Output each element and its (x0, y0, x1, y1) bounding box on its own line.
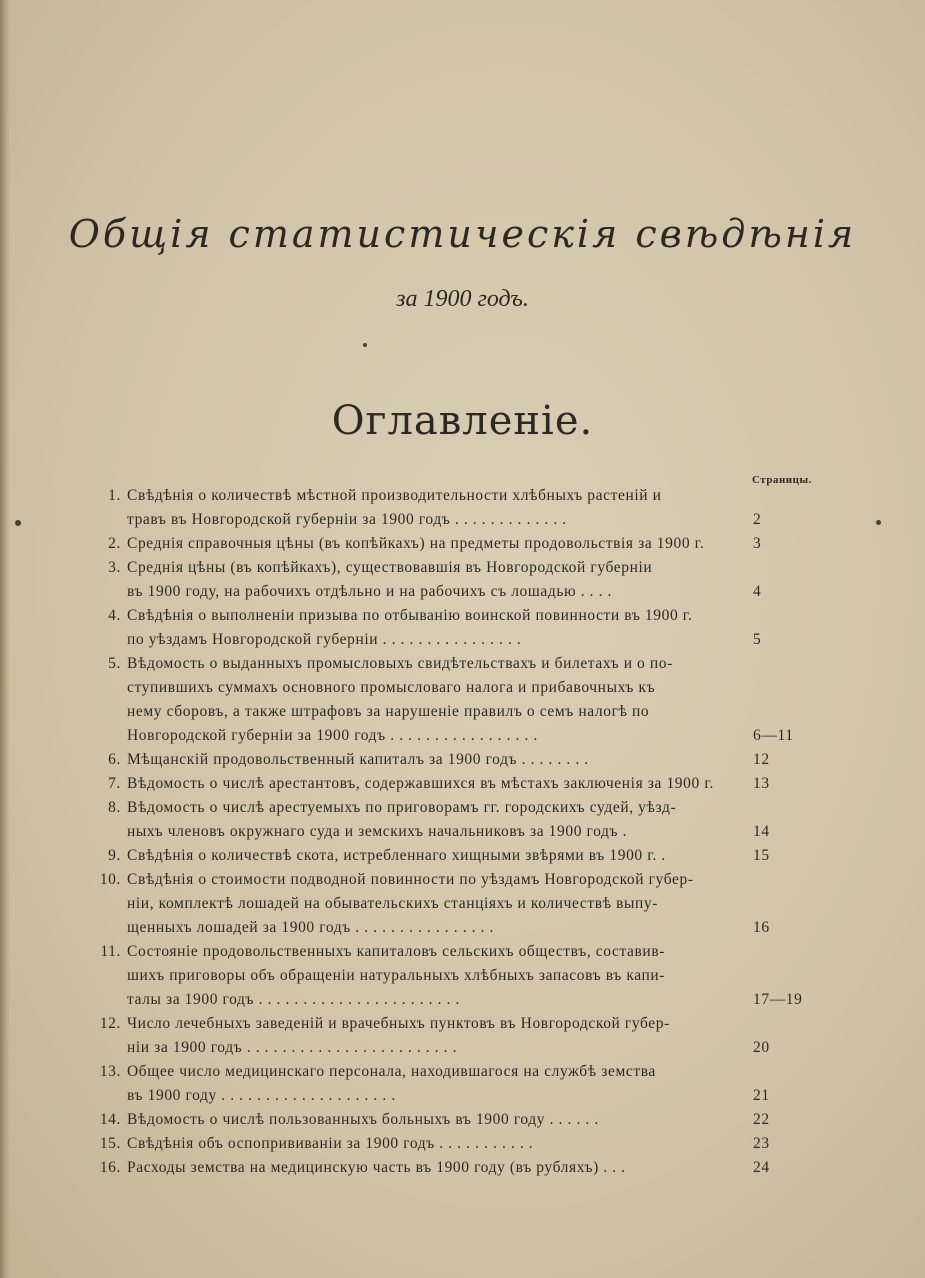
toc-entry (85, 1060, 845, 1108)
toc-entry-text (127, 484, 745, 532)
toc-entry-number: 13. (99, 1063, 121, 1080)
toc-entry (85, 604, 845, 652)
toc-entry-text (127, 940, 745, 1012)
toc-entry-number: 1. (108, 487, 121, 504)
toc-entry (85, 532, 845, 556)
toc-entry-page: 17—19 (753, 991, 803, 1008)
toc-entry-text (127, 604, 745, 652)
toc-entry-line: Состояніе продовольственныхъ капиталовъ сельскихъ обществъ, составив- (127, 943, 665, 960)
toc-entry (85, 796, 845, 844)
toc-entry (85, 772, 845, 796)
toc-entry-page: 16 (753, 919, 770, 936)
toc-entry-text (127, 1156, 745, 1180)
pages-column-label: Страницы. (752, 474, 812, 486)
document-title: Общія статистическія свѣдѣнія (68, 212, 857, 256)
toc-entry-text (127, 652, 745, 748)
toc-entry-line: Вѣдомость о числѣ пользованныхъ больныхъ въ 1900 году . . . . . . (127, 1111, 599, 1128)
toc-entry (85, 1132, 845, 1156)
toc-entry-line: въ 1900 году, на рабочихъ отдѣльно и на рабочихъ съ лошадью . . . . (127, 583, 613, 600)
toc-entry-line: ступившихъ суммахъ основного промысловаго налога и прибавочныхъ къ (127, 679, 656, 696)
toc-entry-text (127, 772, 745, 796)
toc-entry-number: 15. (99, 1135, 121, 1152)
toc-entry-line: Свѣдѣнія объ оспопрививаніи за 1900 годъ . . . . . . . . . . . (127, 1135, 534, 1152)
toc-entry-page: 4 (753, 583, 762, 600)
toc-entry-text (127, 532, 745, 556)
table-of-contents (85, 484, 845, 1180)
toc-entry-number: 8. (108, 799, 121, 816)
toc-entry-text (127, 1012, 745, 1060)
toc-entry (85, 940, 845, 1012)
toc-entry-line: Мѣщанскій продовольственный капиталъ за 1900 годъ . . . . . . . . (127, 751, 589, 768)
toc-entry-line: Число лечебныхъ заведеній и врачебныхъ пунктовъ въ Новгородской губер- (127, 1015, 670, 1032)
toc-entry-page: 6—11 (753, 727, 794, 744)
toc-entry-page: 15 (753, 847, 770, 864)
toc-entry (85, 1108, 845, 1132)
toc-entry-page: 12 (753, 751, 770, 768)
toc-entry-page: 5 (753, 631, 762, 648)
toc-entry-page: 21 (753, 1087, 770, 1104)
toc-entry (85, 1012, 845, 1060)
toc-entry-page: 2 (753, 511, 762, 528)
toc-entry-line: Свѣдѣнія о количествѣ скота, истребленнаго хищными звѣрями въ 1900 г. . (127, 847, 666, 864)
toc-entry-number: 9. (108, 847, 121, 864)
toc-entry-number: 11. (100, 943, 121, 960)
toc-entry-text (127, 796, 745, 844)
toc-entry-line: щенныхъ лошадей за 1900 годъ . . . . . . . . . . . . . . . . (127, 919, 495, 936)
toc-entry-line: по уѣздамъ Новгородской губерніи . . . . . . . . . . . . . . . . (127, 631, 522, 648)
toc-entry-number: 12. (99, 1015, 121, 1032)
toc-entry-text (127, 868, 745, 940)
toc-entry (85, 556, 845, 604)
toc-entry-text (127, 844, 745, 868)
toc-entry-page: 14 (753, 823, 770, 840)
toc-entry (85, 748, 845, 772)
toc-entry-page: 20 (753, 1039, 770, 1056)
toc-entry-number: 7. (108, 775, 121, 792)
toc-entry-line: Среднія справочныя цѣны (въ копѣйкахъ) на предметы продовольствія за 1900 г. (127, 535, 705, 552)
document-subtitle: за 1900 годъ. (396, 286, 529, 312)
toc-entry-number: 3. (108, 559, 121, 576)
toc-entry-text (127, 556, 745, 604)
toc-entry-number: 2. (108, 535, 121, 552)
toc-entry-number: 14. (99, 1111, 121, 1128)
toc-entry-line: талы за 1900 годъ . . . . . . . . . . . . . . . . . . . . . . . (127, 991, 460, 1008)
toc-entry-page: 22 (753, 1111, 770, 1128)
speck-mark (876, 520, 881, 525)
toc-entry-line: Свѣдѣнія о стоимости подводной повинности по уѣздамъ Новгородской губер- (127, 871, 694, 888)
toc-entry (85, 868, 845, 940)
toc-entry-line: Свѣдѣнія о выполненіи призыва по отбыванію воинской повинности въ 1900 г. (127, 607, 693, 624)
toc-entry-text (127, 748, 745, 772)
toc-entry (85, 1156, 845, 1180)
speck-mark (363, 343, 367, 347)
toc-entry-line: Новгородской губерніи за 1900 годъ . . . . . . . . . . . . . . . . . (127, 727, 538, 744)
toc-entry-line: ныхъ членовъ окружнаго суда и земскихъ начальниковъ за 1900 годъ . (127, 823, 628, 840)
toc-entry (85, 484, 845, 532)
toc-entry-page: 13 (753, 775, 770, 792)
toc-entry-number: 5. (108, 655, 121, 672)
toc-entry-line: Вѣдомость о числѣ арестуемыхъ по приговорамъ гг. городскихъ судей, уѣзд- (127, 799, 677, 816)
toc-entry (85, 844, 845, 868)
toc-entry-number: 16. (99, 1159, 121, 1176)
toc-entry-page: 23 (753, 1135, 770, 1152)
toc-entry-line: травъ въ Новгородской губерніи за 1900 годъ . . . . . . . . . . . . . (127, 511, 567, 528)
toc-entry-page: 3 (753, 535, 762, 552)
toc-entry-line: Вѣдомость о выданныхъ промысловыхъ свидѣтельствахъ и билетахъ и о по- (127, 655, 673, 672)
toc-entry-number: 4. (108, 607, 121, 624)
toc-entry-number: 6. (108, 751, 121, 768)
page-binding-edge (0, 0, 10, 1278)
toc-entry (85, 652, 845, 748)
toc-entry-line: Среднія цѣны (въ копѣйкахъ), существовавшія въ Новгородской губерніи (127, 559, 653, 576)
toc-entry-text (127, 1060, 745, 1108)
toc-entry-line: Вѣдомость о числѣ арестантовъ, содержавшихся въ мѣстахъ заключенія за 1900 г. (127, 775, 715, 792)
toc-entry-text (127, 1108, 745, 1132)
toc-entry-line: шихъ приговоры объ обращеніи натуральныхъ хлѣбныхъ запасовъ въ капи- (127, 967, 666, 984)
toc-entry-line: въ 1900 году . . . . . . . . . . . . . . . . . . . . (127, 1087, 396, 1104)
toc-entry-line: нему сборовъ, а также штрафовъ за нарушеніе правилъ о семъ налогѣ по (127, 703, 650, 720)
toc-entry-line: Общее число медицинскаго персонала, находившагося на службѣ земства (127, 1063, 656, 1080)
toc-entry-line: Свѣдѣнія о количествѣ мѣстной производительности хлѣбныхъ растеній и (127, 487, 662, 504)
toc-entry-page: 24 (753, 1159, 770, 1176)
toc-entry-line: ніи, комплектѣ лошадей на обывательскихъ станціяхъ и количествѣ выпу- (127, 895, 659, 912)
toc-entry-line: ніи за 1900 годъ . . . . . . . . . . . . . . . . . . . . . . . . (127, 1039, 458, 1056)
toc-entry-number: 10. (99, 871, 121, 888)
speck-mark (15, 520, 21, 526)
contents-heading: Оглавленіе. (331, 398, 594, 444)
toc-entry-text (127, 1132, 745, 1156)
toc-entry-line: Расходы земства на медицинскую часть въ 1900 году (въ рубляхъ) . . . (127, 1159, 626, 1176)
